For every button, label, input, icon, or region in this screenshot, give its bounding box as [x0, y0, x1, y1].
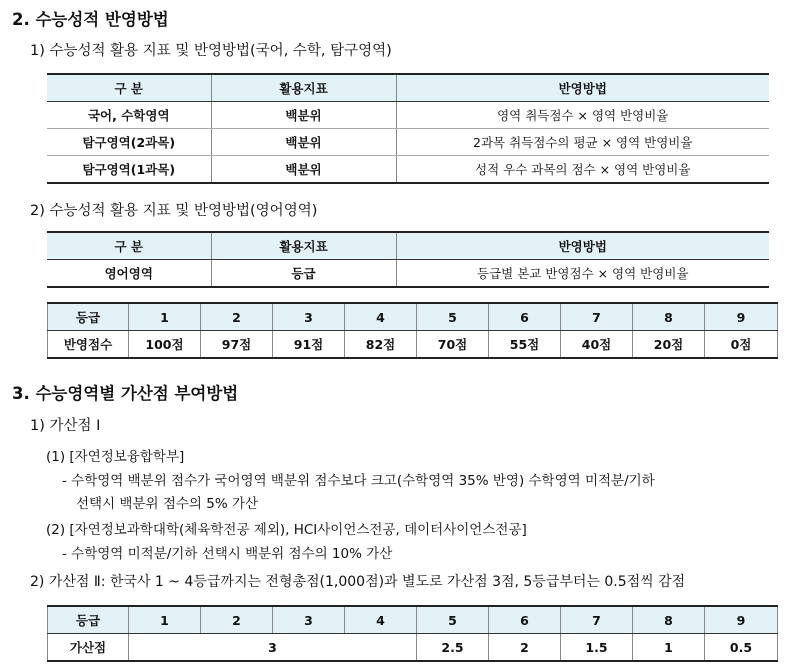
row-label: 국어, 수학영역	[47, 102, 211, 129]
grade-cell: 4	[345, 303, 417, 331]
points-cell: 2	[489, 634, 561, 662]
table-header-row	[47, 74, 769, 102]
row-method: 등급별 본교 반영점수 × 영역 반영비율	[396, 260, 769, 288]
item-1-line-2: 선택시 백분위 점수의 5% 가산	[76, 496, 259, 512]
item-2-line-1: - 수학영역 미적분/기하 선택시 백분위 점수의 10% 가산	[62, 546, 393, 562]
header-method: 반영방법	[396, 74, 769, 102]
points-row	[48, 634, 778, 662]
grade-cell: 7	[561, 606, 633, 634]
header-index: 활용지표	[211, 74, 396, 102]
grade-cell: 4	[345, 606, 417, 634]
score-cell: 0점	[705, 331, 778, 359]
row-index: 등급	[211, 260, 396, 288]
row-label: 탐구영역(1과목)	[47, 156, 211, 184]
grade-cell: 6	[489, 606, 561, 634]
header-method: 반영방법	[396, 232, 769, 260]
table-header-row	[47, 232, 769, 260]
points-cell: 1.5	[561, 634, 633, 662]
grade-label: 등급	[48, 606, 129, 634]
grade-cell: 5	[417, 303, 489, 331]
score-cell: 82점	[345, 331, 417, 359]
item-1-title: (1) [자연정보융합학부]	[46, 449, 185, 465]
score-cell: 20점	[633, 331, 705, 359]
row-method: 성적 우수 과목의 점수 × 영역 반영비율	[396, 156, 769, 184]
header-index: 활용지표	[211, 232, 396, 260]
grade-cell: 3	[273, 303, 345, 331]
score-row	[48, 331, 778, 359]
grade-label: 등급	[48, 303, 129, 331]
section-2-title: 2. 수능성적 반영방법	[12, 10, 169, 29]
score-cell: 40점	[561, 331, 633, 359]
table-row	[47, 156, 769, 184]
table-row	[47, 102, 769, 129]
grade-cell: 1	[129, 606, 201, 634]
points-cell: 1	[633, 634, 705, 662]
grade-cell: 8	[633, 606, 705, 634]
section-3-sub1: 1) 가산점 Ⅰ	[30, 418, 101, 434]
row-index: 백분위	[211, 156, 396, 184]
grade-cell: 8	[633, 303, 705, 331]
history-bonus-table	[47, 605, 778, 662]
points-merged-cell: 3	[129, 634, 417, 662]
score-cell: 97점	[201, 331, 273, 359]
score-label: 반영점수	[48, 331, 129, 359]
header-category: 구 분	[47, 232, 211, 260]
grade-cell: 6	[489, 303, 561, 331]
score-cell: 70점	[417, 331, 489, 359]
item-2-title: (2) [자연정보과학대학(체육학전공 제외), HCI사이언스전공, 데이터사이언스전공]	[46, 522, 527, 538]
index-table-main	[47, 73, 769, 184]
points-label: 가산점	[48, 634, 129, 662]
english-grade-score-table	[47, 302, 778, 359]
score-cell: 100점	[129, 331, 201, 359]
grade-cell: 5	[417, 606, 489, 634]
row-method: 영역 취득점수 × 영역 반영비율	[396, 102, 769, 129]
points-cell: 2.5	[417, 634, 489, 662]
section-3-title: 3. 수능영역별 가산점 부여방법	[12, 384, 239, 403]
grade-cell: 2	[201, 606, 273, 634]
grade-cell: 7	[561, 303, 633, 331]
row-index: 백분위	[211, 102, 396, 129]
points-cell: 0.5	[705, 634, 778, 662]
table-row	[47, 260, 769, 288]
score-cell: 55점	[489, 331, 561, 359]
row-method: 2과목 취득점수의 평균 × 영역 반영비율	[396, 129, 769, 156]
grade-row	[48, 303, 778, 331]
grade-cell: 2	[201, 303, 273, 331]
header-category: 구 분	[47, 74, 211, 102]
row-index: 백분위	[211, 129, 396, 156]
grade-row	[48, 606, 778, 634]
section-2-sub2: 2) 수능성적 활용 지표 및 반영방법(영어영역)	[30, 203, 318, 219]
table-row	[47, 129, 769, 156]
index-table-english	[47, 231, 769, 288]
row-label: 영어영역	[47, 260, 211, 288]
grade-cell: 1	[129, 303, 201, 331]
grade-cell: 3	[273, 606, 345, 634]
row-label: 탐구영역(2과목)	[47, 129, 211, 156]
section-3-sub2: 2) 가산점 Ⅱ: 한국사 1 ~ 4등급까지는 전형총점(1,000점)과 별도로 가산점 3점, 5등급부터는 0.5점씩 감점	[30, 574, 686, 590]
grade-cell: 9	[705, 606, 778, 634]
grade-cell: 9	[705, 303, 778, 331]
section-2-sub1: 1) 수능성적 활용 지표 및 반영방법(국어, 수학, 탐구영역)	[30, 43, 392, 59]
score-cell: 91점	[273, 331, 345, 359]
item-1-line-1: - 수학영역 백분위 점수가 국어영역 백분위 점수보다 크고(수학영역 35% 반영) 수학영역 미적분/기하	[62, 473, 655, 489]
